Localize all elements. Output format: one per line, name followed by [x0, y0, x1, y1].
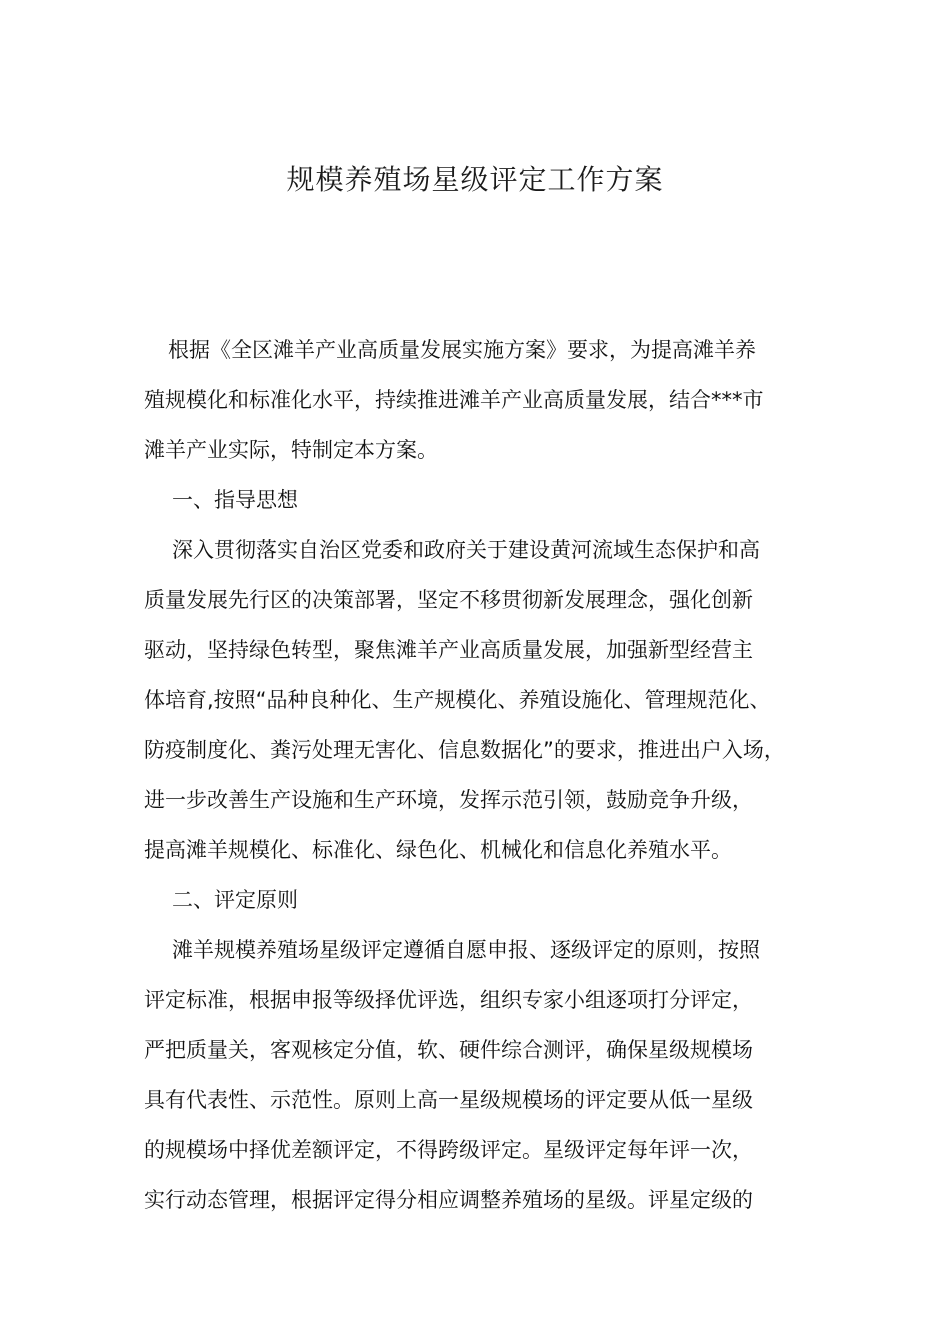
text-line: 的规模场中择优差额评定，不得跨级评定。星级评定每年评一次，: [144, 1138, 753, 1162]
text-line: 殖规模化和标准化水平，持续推进滩羊产业高质量发展，结合***市: [144, 388, 764, 412]
document-title: 规模养殖场星级评定工作方案: [286, 163, 664, 196]
text-line: 提高滩羊规模化、标准化、绿色化、机械化和信息化养殖水平。: [144, 838, 732, 862]
text-line: 评定标准，根据申报等级择优评选，组织专家小组逐项打分评定，: [144, 988, 753, 1012]
document-body: [144, 328, 834, 1228]
text-line: 滩羊规模养殖场星级评定遵循自愿申报、逐级评定的原则，按照: [172, 938, 760, 962]
text-line: 驱动，坚持绿色转型，聚焦滩羊产业高质量发展，加强新型经营主: [144, 638, 753, 662]
text-line: 质量发展先行区的决策部署，坚定不移贯彻新发展理念，强化创新: [144, 588, 753, 612]
text-line: 实行动态管理，根据评定得分相应调整养殖场的星级。评星定级的: [144, 1188, 753, 1212]
text-line: 体培育,按照“品种良种化、生产规模化、养殖设施化、管理规范化、: [144, 688, 771, 712]
text-line: 防疫制度化、粪污处理无害化、信息数据化”的要求，推进出户入场，: [144, 738, 785, 762]
text-line: 进一步改善生产设施和生产环境，发挥示范引领，鼓励竞争升级，: [144, 788, 753, 812]
text-line: 滩羊产业实际，特制定本方案。: [144, 438, 438, 462]
text-line: 深入贯彻落实自治区党委和政府关于建设黄河流域生态保护和高: [172, 538, 760, 562]
text-line: 一、指导思想: [172, 488, 298, 512]
text-line: 具有代表性、示范性。原则上高一星级规模场的评定要从低一星级: [144, 1088, 753, 1112]
text-line: 根据《全区滩羊产业高质量发展实施方案》要求，为提高滩羊养: [168, 338, 756, 362]
text-line: 严把质量关，客观核定分值，软、硬件综合测评，确保星级规模场: [144, 1038, 753, 1062]
text-line: 二、评定原则: [172, 888, 298, 912]
